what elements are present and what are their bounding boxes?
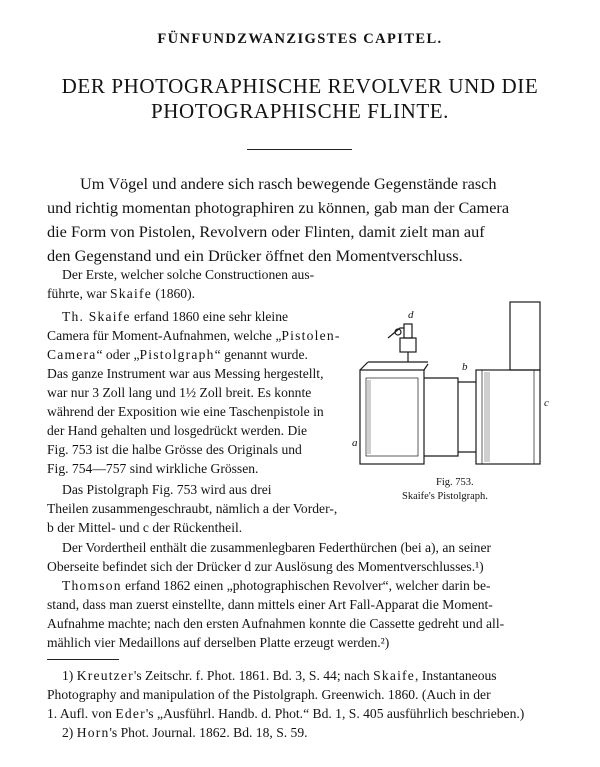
lead-line: die Form von Pistolen, Revolvern oder Flinten, damit zielt man auf: [47, 222, 485, 241]
text-run: 's „Ausführl. Handb. d. Phot.“ Bd. 1, S. 405 ausführlich beschrieben.): [145, 706, 525, 721]
body-line: Fig. 753 ist die halbe Grösse des Originals und: [47, 442, 302, 457]
body-line: Theilen zusammengeschraubt, nämlich a der Vorder-,: [47, 501, 338, 516]
text-run: (1860).: [151, 286, 196, 301]
person-name: Eder: [115, 706, 146, 721]
front-inner: [366, 378, 418, 456]
front-shading: [367, 380, 371, 454]
pistolgraph-figure: [352, 298, 558, 474]
body-line: Oberseite befindet sich der Drücker d zur Auslösung des Momentverschlusses.¹): [47, 559, 484, 574]
trigger-housing: [400, 338, 416, 352]
text-run: erfand 1862 einen „photographischen Revolver“, welcher darin be-: [121, 578, 491, 593]
text-run: “ genannt wurde.: [214, 347, 308, 362]
body-line: [47, 286, 195, 302]
body-line: stand, dass man zuerst einstellte, dann mittels einer Art Fall-Apparat die Moment-: [47, 597, 493, 612]
title-rule: [247, 149, 352, 150]
rear-shading: [484, 372, 490, 462]
figure-caption-text: Skaife's Pistolgraph.: [402, 491, 488, 502]
text-run: erfand 1860 eine sehr kleine: [130, 309, 289, 324]
footnote-line: [62, 725, 308, 741]
body-line: der Hand gehalten und losgedrückt werden. Die: [47, 423, 308, 438]
person-name: Kreutzer: [76, 668, 134, 683]
front-edge: [424, 364, 428, 370]
term: Camera: [47, 347, 97, 362]
chapter-heading: FÜNFUNDZWANZIGSTES CAPITEL.: [157, 31, 443, 47]
body-line: [62, 267, 314, 283]
text-run: Der Erste, welcher solche Constructionen aus-: [62, 267, 315, 282]
body-line: Das ganze Instrument war aus Messing hergestellt,: [47, 366, 324, 381]
body-line: [62, 309, 288, 325]
footnote-line: [62, 668, 497, 684]
body-line: b der Mittel- und c der Rückentheil.: [47, 520, 243, 535]
text-run: 2): [62, 725, 77, 740]
text-run: Camera für Moment-Aufnahmen, welche „: [47, 328, 282, 343]
body-line: [47, 328, 341, 344]
lead-line: und richtig momentan photographiren zu können, gab man der Camera: [47, 198, 510, 217]
person-name: Skaife: [110, 286, 152, 301]
figure-caption-number: Fig. 753.: [436, 477, 474, 488]
text-run: führte, war: [47, 286, 111, 301]
term: Pistolgraph: [139, 347, 215, 362]
body-line: war nur 3 Zoll lang und 1½ Zoll breit. Es konnte: [47, 385, 312, 400]
text-run: 1. Aufl. von: [47, 706, 116, 721]
footnote-rule: [47, 659, 119, 660]
footnote-line: [47, 706, 524, 722]
lead-line: den Gegenstand und ein Drücker öffnet den Momentverschluss.: [47, 246, 463, 265]
trigger-shaft: [404, 324, 412, 338]
term: Pistolen-: [281, 328, 341, 343]
person-name: Thomson: [62, 578, 122, 593]
figure-label-d: d: [408, 309, 414, 321]
person-name: Skaife: [373, 668, 416, 683]
text-run: 's Phot. Journal. 1862. Bd. 18, S. 59.: [109, 725, 308, 740]
chapter-title-line: PHOTOGRAPHISCHE FLINTE.: [150, 99, 450, 123]
text-run: 's Zeitschr. f. Phot. 1861. Bd. 3, S. 44; nach: [133, 668, 374, 683]
body-line: mählich vier Medaillons auf derselben Platte erzeugt werden.²): [47, 635, 390, 650]
front-edge: [360, 362, 368, 370]
person-name: Th. Skaife: [62, 309, 131, 324]
footnote-line: Photography and manipulation of the Pistolgraph. Greenwich. 1860. (Auch in der: [47, 687, 491, 702]
figure-label-b: b: [462, 361, 468, 373]
figure-label-c: c: [544, 397, 549, 409]
text-run: , Instantaneous: [415, 668, 497, 683]
body-line: während der Exposition wie eine Taschenpistole in: [47, 404, 324, 419]
body-line: [47, 347, 308, 363]
chapter-title-line: DER PHOTOGRAPHISCHE REVOLVER UND DIE: [61, 74, 539, 98]
body-line: Das Pistolgraph Fig. 753 wird aus drei: [62, 482, 272, 497]
body-line: Aufnahme machte; nach den ersten Aufnahmen konnte die Cassette gedreht und all-: [47, 616, 505, 631]
body-line: Der Vordertheil enthält die zusammenlegbaren Federthürchen (bei a), an seiner: [62, 540, 492, 555]
body-line: Fig. 754—757 sind wirkliche Grössen.: [47, 461, 259, 476]
middle-section: [424, 378, 458, 456]
person-name: Horn: [76, 725, 110, 740]
text-run: 1): [62, 668, 77, 683]
text-run: “ oder „: [96, 347, 140, 362]
chapter-title: [0, 74, 600, 124]
figure-label-a: a: [352, 437, 358, 449]
rear-holder: [510, 302, 540, 370]
body-line: [62, 578, 491, 594]
lead-line: Um Vögel und andere sich rasch bewegende Gegenstände rasch: [80, 174, 497, 193]
